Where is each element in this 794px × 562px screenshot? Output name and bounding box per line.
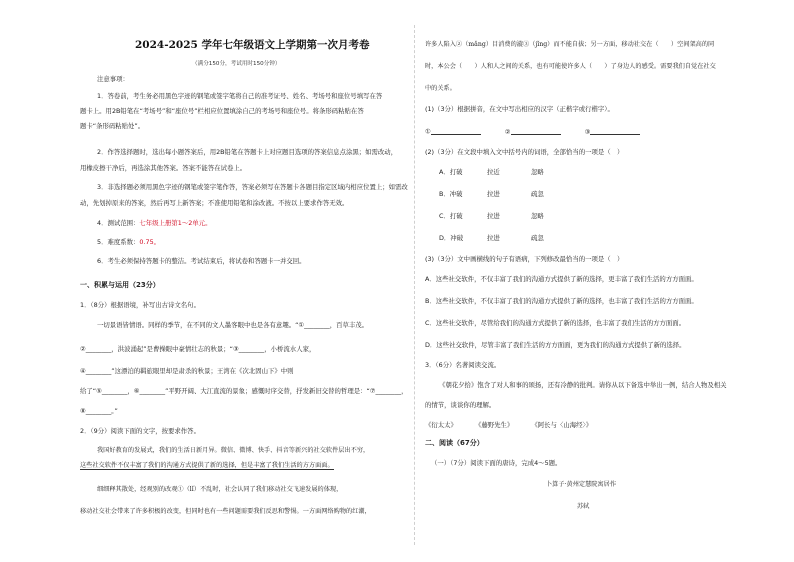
q2-text-3: 细细释其散处，经观别的改观①（lǐ）不乱时，社会认同了我们移动社交飞速发展的体现， [97,486,343,493]
q3-prompt: 3．（6分）名著阅读交流。 [425,361,501,369]
q3-text-2: 的情节，谈谈你的理解。 [425,401,496,409]
q2-3-prompt: (3)（3分）文中画横线的句子有语病，下列修改最恰当的一项是（ ） [425,255,624,263]
page-subtitle: （满分150分，考试用时150分钟） [192,61,281,67]
q2-3-option-D[interactable]: D．这些社交软件，尽管丰富了我们生活的方方面面，更为我们的沟通方式提供了新的选择。 [425,341,686,349]
option-D-w2: 拉进 [487,234,500,242]
reading-1-prompt: （一）（7分）阅读下面的唐诗，完成4～5题。 [431,459,562,467]
q2-prompt: 2．（9分）阅读下面的文字，按要求作答。 [80,427,200,435]
passage-line-1: 许多人陷入②（mǎng）目消费的漩③（jǐng）而不能自拔；另一方面，移动社交在（ ）空间架高的同 [425,41,715,48]
note-1a: 1．答卷前，考生务必用黑色字迹的钢笔或签字笔将自己的准考证号、姓名、考场号和座位号填写在答 [97,92,383,100]
column-divider [414,25,415,545]
q3-option-2: 《藤野先生》 [475,421,514,429]
note-1b: 题卡上。用2B铅笔在“考场号”和“座位号”栏相应位置填涂自己的考场号和座位号。将条形码粘贴在答 [80,107,364,115]
q1-line-3: ④________”这漂泊的羁旅眼里却是肃杀的秋景；王湾在《次北固山下》中则 [80,367,294,375]
note-1c: 题卡“条形码粘贴处”。 [80,122,145,130]
note-5 [97,239,160,245]
note-4 [97,220,211,226]
note-5-label: 5．难度系数： [97,238,140,246]
option-C[interactable] [439,212,544,220]
note-2a: 2．作答选择题时，选出每小题答案后，用2B铅笔在答题卡上对应题目选项的答案信息点涂黑；如需改动， [97,148,398,156]
q1-line-5: ⑧________。” [80,407,118,415]
note-3a: 3．非选择题必须用黑色字迹的钢笔或签字笔作答，答案必须写在答题卡各题目指定区域内相应位置上；如需改 [97,183,408,191]
section-1-heading: 一、积累与运用（23分） [80,281,160,289]
q1-line-1: 一切景语皆情语。同样的季节，在不同的文人墨客眼中也是各有意趣。“①________，百草丰茂。 [97,321,369,329]
q2-2-prompt: (2)（3分）在文段中填入文中括号内的词语，全部恰当的一项是（ ） [425,148,624,156]
q1-prompt: 1．（8分）根据语境，补写出古诗文名句。 [80,301,200,309]
note-2b: 用橡皮擦干净后，再选涂其他答案。答案不能答在试卷上。 [80,164,247,172]
q3-option-1: 《衍太太》 [425,421,457,429]
passage-line-3: 中的关系。 [425,85,456,92]
q2-3-option-B[interactable]: B．这些社交软件，不仅丰富了我们的沟通方式提供了新的选择，也丰富了我们生活的方方面面。 [425,297,698,305]
test-scope: 七年级上册第1～2单元。 [139,219,212,227]
passage-line-2: 时，本公会（ ）人和人之间的关系，也有可能使许多人（ ）了身边人的感受。需要我们自觉在社交 [425,63,716,70]
q3-text-1: 《朝花夕拾》饱含了对人和事的颂扬，还有冷静的批判。请你从以下备选中举出一例，结合人物及相关 [439,381,727,389]
option-A-w2: 拉近 [487,168,500,176]
note-6: 6．考生必须保持答题卡的整洁。考试结束后，将试卷和答题卡一并交回。 [97,257,306,265]
blank-row [425,128,640,135]
q2-3-option-A[interactable]: A．这些社交软件，不仅丰富了我们的沟通方式提供了新的选择，更丰富了我们生活的方方面面。 [425,275,698,283]
option-A-w1: A．打破 [439,168,463,176]
blank-2-label: ② [504,127,511,136]
blank-1-field[interactable] [431,128,481,135]
q2-text-4: 移动社交社会带来了许多积极的改变，但同时也有一些问题需要我们反思和警惕。一方面网络购物的红潮， [80,508,371,515]
q2-1-prompt: (1)（3分）根据拼音，在文中写出相应的汉字（正楷字或行楷字）。 [425,105,614,113]
option-B-w2: 拉进 [487,190,500,198]
option-C-w1: C．打破 [439,212,463,220]
poem-title: 卜算子·黄州定慧院寓居作 [546,481,617,488]
page-title: 2024-2025 学年七年级语文上学期第一次月考卷 [135,39,370,51]
q1-line-2: ②________，洪波涌起”是曹操眼中豪情壮志的秋景；“③________，小桥流水人家， [80,345,316,353]
q2-text-2-underlined: 这些社交软件不仅丰富了我们的沟通方式提供了新的选择，但是丰富了我们生活的方方面面。 [80,462,334,469]
q3-option-3: 《阿长与〈山海经〉》 [531,421,593,429]
option-A-w3: 忽略 [531,168,544,176]
option-D[interactable] [439,234,544,242]
note-3b: 动，先划掉原来的答案，然后再写上新答案；不准使用铅笔和涂改液。不按以上要求作答无效。 [80,199,349,207]
q2-3-option-C[interactable]: C．这些社交软件，尽管给我们的沟通方式提供了新的选择，也丰富了我们生活的方方面面。 [425,319,686,327]
blank-1-label: ① [425,127,431,136]
option-B-w3: 疏忽 [531,190,544,198]
section-2-heading: 二、阅读（67分） [425,439,484,447]
poem-author: 苏轼 [577,503,590,510]
option-C-w3: 忽略 [531,212,544,220]
blank-2-field[interactable] [511,128,561,135]
note-4-label: 4．测试范围： [97,219,140,227]
q1-line-4: 给了“⑤________，⑥________”平野开阔、大江直流的景象；感慨时序交替，抒发新旧交替的哲理是：“⑦________， [80,387,408,395]
option-B[interactable] [439,190,544,198]
q2-text-1: 我国好教育的发展式，我们的生活日新月异。微信、微博、快手、抖音等新兴的社交软件层出不穷， [97,447,370,454]
option-D-w3: 疏忽 [531,234,544,242]
blank-3-field[interactable] [590,128,640,135]
difficulty: 0.75。 [139,238,161,246]
option-B-w1: B．冲破 [439,190,463,198]
blank-3-label: ③ [584,127,591,136]
q3-options [425,422,592,428]
notes-heading: 注意事项： [97,75,129,83]
option-C-w2: 拉进 [487,212,500,220]
option-D-w1: D．冲破 [439,234,464,242]
option-A[interactable] [439,168,544,176]
